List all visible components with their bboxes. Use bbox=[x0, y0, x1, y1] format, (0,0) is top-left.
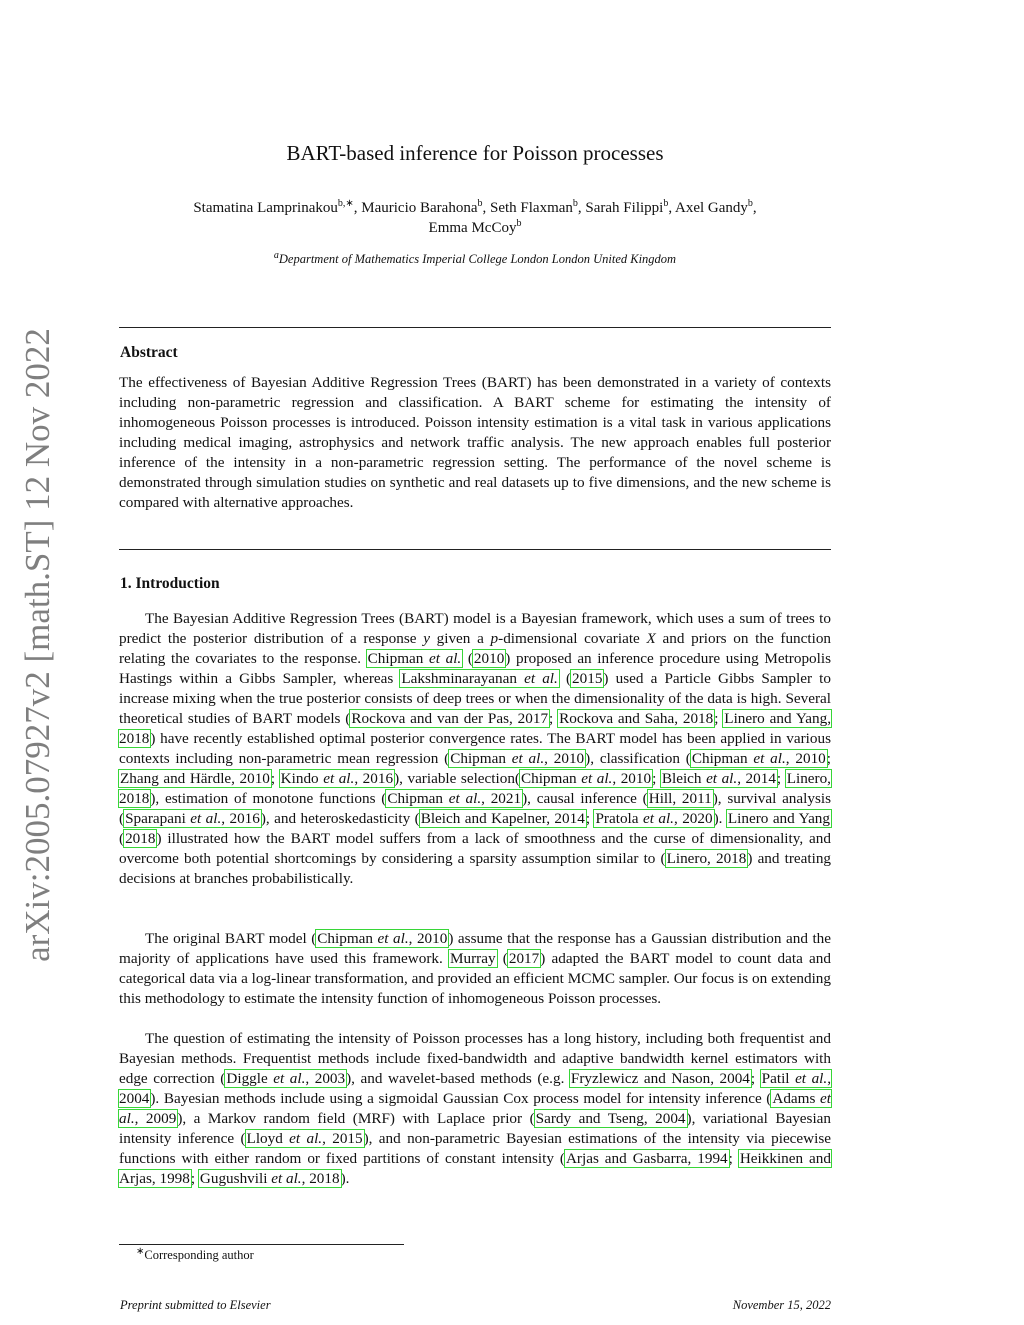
citation-link[interactable]: Fryzlewicz and Nason, 2004 bbox=[570, 1070, 750, 1087]
footer-date: November 15, 2022 bbox=[732, 1298, 831, 1312]
author-affiliation-mark: b bbox=[516, 218, 522, 229]
citation-link[interactable]: 2017 bbox=[508, 950, 540, 967]
citation-link[interactable]: Sparapani et al., 2016 bbox=[125, 810, 260, 827]
citation-link[interactable]: Murray bbox=[450, 950, 496, 967]
author-name: Stamatina Lamprinakou bbox=[193, 200, 338, 216]
author-list: Stamatina Lamprinakou$^{b,∗}$, Mauricio Barahona$^b$, Seth Flaxman$^b$, Sarah Filippi$^b$, Axel Gandy$^b$, Emma McCoy$^b$ bbox=[193, 198, 757, 236]
affiliation-mark: a bbox=[273, 249, 279, 261]
abstract-bottom-rule bbox=[119, 549, 831, 550]
citation-link[interactable]: Chipman et al., 2010 bbox=[450, 750, 585, 767]
section-heading-introduction: 1. Introduction bbox=[120, 575, 220, 592]
author-affiliation-mark: b bbox=[477, 198, 483, 209]
intro-paragraph-2: The original BART model (Chipman et al., 2010) assume that the response has a Gaussian distribution and the majority of applications have used this framework. Murray (2017) adapted the BART model to count data and categorical data via a log-linear transformation, and provided an efficient MCMC sampler. Our focus is on extending this methodology to estimate the intensity function of inhomogeneous Poisson processes. bbox=[119, 930, 832, 1007]
citation-link[interactable]: Chipman et al., 2021 bbox=[387, 790, 522, 807]
citation-link[interactable]: Sardy and Tseng, 2004 bbox=[535, 1110, 686, 1127]
intro-paragraph-3: The question of estimating the intensity of Poisson processes has a long history, including both frequentist and Bayesian methods. Frequentist methods include fixed-bandwidth and adaptive bandwidth kernel estimators with edge correction (Diggle et al., 2003), and wavelet-based methods (e.g. Fryzlewicz and Nason, 2004; Patil et al., 2004). Bayesian methods include using a sigmoidal Gaussian Cox process model for intensity inference (Adams et al., 2009), a Markov random field (MRF) with Laplace prior (Sardy and Tseng, 2004), variational Bayesian intensity inference (Lloyd et al., 2015), and non-parametric Bayesian estimations of the intensity via piecewise functions with either random or fixed partitions of constant intensity (Arjas and Gasbarra, 1994; Heikkinen and Arjas, 1998; Gugushvili et al., 2018). bbox=[119, 1030, 832, 1187]
citation-link[interactable]: Linero and Yang, 2018 bbox=[119, 710, 831, 747]
footnote-mark: ∗ bbox=[136, 1245, 145, 1257]
author-name: Mauricio Barahona bbox=[361, 200, 478, 216]
citation-link[interactable]: Chipman et al., 2010 bbox=[520, 770, 652, 787]
citation-link[interactable]: Gugushvili et al., 2018 bbox=[199, 1170, 340, 1187]
abstract-text: The effectiveness of Bayesian Additive Regression Trees (BART) has been demonstrated in a variety of contexts including non-parametric regression and classification. A BART scheme for estimating the intensity of inhomogeneous Poisson processes is introduced. Poisson intensity estimation is a vital task in various applications including medical imaging, astrophysics and network traffic analysis. The new approach enables full posterior inference of the intensity in a non-parametric regression setting. The performance of the novel scheme is demonstrated through simulation studies on synthetic and real datasets up to five dimensions, and the new scheme is compared with alternative approaches. bbox=[119, 374, 831, 511]
footnote-text: Corresponding author bbox=[144, 1248, 254, 1262]
footnote bbox=[136, 1245, 254, 1263]
citation-link[interactable]: 2015 bbox=[572, 670, 603, 687]
arxiv-identifier-stamp: arXiv:2005.07927v2 [math.ST] 12 Nov 2022 bbox=[18, 328, 57, 962]
citation-link[interactable]: Diggle et al., 2003 bbox=[226, 1070, 346, 1087]
citation-link[interactable]: 2018 bbox=[125, 830, 156, 847]
intro-paragraph-1: The Bayesian Additive Regression Trees (BART) model is a Bayesian framework, which uses a sum of trees to predict the posterior distribution of a response y given a p-dimensional covariate X and priors on the function relating the covariates to the response. Chipman et al. (2010) proposed an inference procedure using Metropolis Hastings within a Gibbs Sampler, whereas Lakshminarayanan et al. (2015) used a Particle Gibbs Sampler to increase mixing when the true posterior consists of deep trees or when the dimensionality of the data is high. Several theoretical studies of BART models (Rockova and van der Pas, 2017; Rockova and Saha, 2018; Linero and Yang, 2018) have recently established optimal posterior convergence rates. The BART model has been applied in various contexts including non-parametric mean regression (Chipman et al., 2010), classification (Chipman et al., 2010; Zhang and Härdle, 2010; Kindo et al., 2016), variable selection(Chipman et al., 2010; Bleich et al., 2014; Linero, 2018), estimation of monotone functions (Chipman et al., 2021), causal inference (Hill, 2011), survival analysis (Sparapani et al., 2016), and heteroskedasticity (Bleich and Kapelner, 2014; Pratola et al., 2020). Linero and Yang (2018) illustrated how the BART model suffers from a lack of smoothness and the curse of dimensionality, and overcome both potential shortcomings by considering a sparsity assumption similar to (Linero, 2018) and treating decisions at branches probabilistically. bbox=[119, 610, 832, 887]
author-name: Emma McCoy bbox=[428, 220, 517, 236]
citation-link[interactable]: Chipman et al., 2010 bbox=[317, 930, 448, 947]
abstract-heading: Abstract bbox=[120, 344, 178, 361]
citation-link[interactable]: Bleich et al., 2014 bbox=[661, 770, 776, 787]
citation-link[interactable]: Zhang and Härdle, 2010 bbox=[120, 770, 270, 787]
citation-link[interactable]: Bleich and Kapelner, 2014 bbox=[420, 810, 585, 827]
citation-link[interactable]: Linero, 2018 bbox=[666, 850, 747, 867]
citation-link[interactable]: Heikkinen and Arjas, 1998 bbox=[119, 1150, 831, 1187]
affiliation bbox=[120, 249, 830, 267]
citation-link[interactable]: Rockova and Saha, 2018 bbox=[559, 710, 714, 727]
author-affiliation-mark: b bbox=[747, 198, 753, 209]
footnote-rule bbox=[119, 1244, 404, 1245]
footer-preprint-note: Preprint submitted to Elsevier bbox=[120, 1298, 271, 1312]
author-name: Seth Flaxman bbox=[489, 200, 573, 216]
citation-link[interactable]: 2010 bbox=[473, 650, 505, 667]
abstract-top-rule bbox=[119, 327, 831, 328]
author-affiliation-mark: b,∗ bbox=[337, 198, 354, 209]
author-name: Axel Gandy bbox=[675, 200, 748, 216]
citation-link[interactable]: Hill, 2011 bbox=[648, 790, 712, 807]
citation-link[interactable]: Lloyd et al., 2015 bbox=[246, 1130, 363, 1147]
citation-link[interactable]: Chipman et al., 2010 bbox=[691, 750, 826, 767]
affiliation-text: Department of Mathematics Imperial College London London United Kingdom bbox=[278, 252, 677, 266]
citation-link[interactable]: Chipman et al. bbox=[367, 650, 462, 667]
paper-title: BART-based inference for Poisson processes bbox=[286, 141, 664, 165]
citation-link[interactable]: Lakshminarayanan et al. bbox=[401, 670, 558, 687]
author-affiliation-mark: b bbox=[663, 198, 669, 209]
author-affiliation-mark: b bbox=[572, 198, 578, 209]
citation-link[interactable]: Rockova and van der Pas, 2017 bbox=[351, 710, 549, 727]
citation-link[interactable]: Arjas and Gasbarra, 1994 bbox=[565, 1150, 728, 1167]
citation-link[interactable]: Linero and Yang bbox=[727, 810, 830, 827]
citation-link[interactable]: Patil et al., 2004 bbox=[119, 1070, 831, 1107]
author-name: Sarah Filippi bbox=[585, 200, 664, 216]
citation-link[interactable]: Linero, 2018 bbox=[119, 770, 831, 807]
citation-link[interactable]: Kindo et al., 2016 bbox=[280, 770, 394, 787]
citation-link[interactable]: Pratola et al., 2020 bbox=[595, 810, 713, 827]
citation-link[interactable]: Adams et al., 2009 bbox=[119, 1090, 831, 1127]
